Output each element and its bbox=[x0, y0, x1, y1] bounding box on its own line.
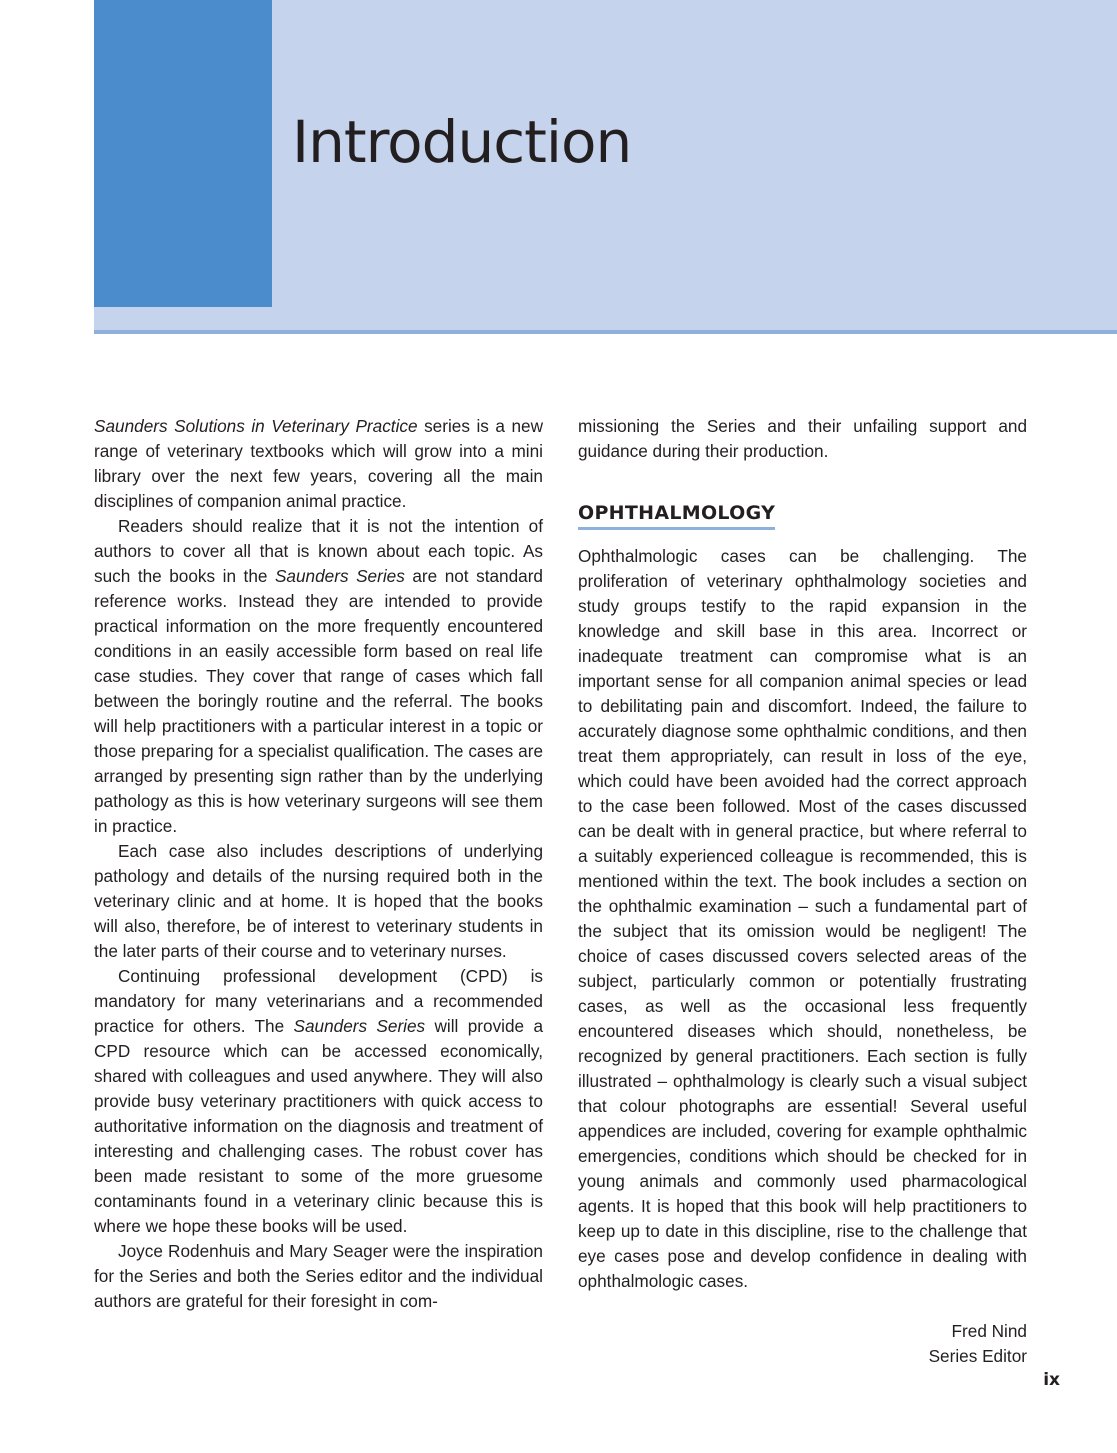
series-name-italic: Saunders Series bbox=[293, 1016, 426, 1036]
intro-paragraph-2 bbox=[94, 514, 543, 839]
series-name-italic: Saunders Series bbox=[274, 566, 405, 586]
paragraph-text: are not standard reference works. Instead they are intended to provide practical information on the more frequently encountered conditions in an easily accessible form based on real life case studies. They cover that range of cases which fall between the boringly routine and the referral. The books will help practitioners with a particular interest in a topic or those preparing for a specialist qualification. The cases are arranged by presenting sign rather than by the underlying pathology as this is how veterinary surgeons will see them in practice. bbox=[94, 566, 543, 836]
intro-paragraph-5: Joyce Rodenhuis and Mary Seager were the inspiration for the Series and both the Series editor and the individual authors are grateful for their foresight in com- bbox=[94, 1241, 543, 1311]
page-number: ix bbox=[1043, 1370, 1060, 1390]
page-title: Introduction bbox=[292, 108, 632, 176]
section-heading: OPHTHALMOLOGY bbox=[578, 501, 775, 530]
intro-paragraph-5-continued: missioning the Series and their unfailing support and guidance during their production. bbox=[578, 416, 1027, 461]
header-divider bbox=[94, 330, 1117, 334]
intro-paragraph-4 bbox=[94, 964, 543, 1239]
series-title-italic: Saunders Solutions in Veterinary Practice bbox=[94, 416, 418, 436]
intro-paragraph-1 bbox=[94, 414, 543, 514]
paragraph-text: will provide a CPD resource which can be accessed economically, shared with colleagues and used anywhere. They will also provide busy veterinary practitioners with quick access to authoritative information on the diagnosis and treatment of interesting and challenging cases. The robust cover has been made resistant to some of the more gruesome contaminants found in a veterinary clinic because this is where we hope these books will be used. bbox=[94, 1016, 544, 1236]
left-column bbox=[94, 414, 543, 1314]
paragraph-text: Readers should realize that it is not the intention of authors to cover all that is known about each topic. As such the books in the bbox=[94, 516, 543, 586]
paragraph-text: Continuing professional development (CPD) is mandatory for many veterinarians and a recommended practice for others. The bbox=[94, 966, 543, 1036]
intro-paragraph-3: Each case also includes descriptions of underlying pathology and details of the nursing required both in the veterinary clinic and at home. It is hoped that the books will also, therefore, be of interest to veterinary students in the later parts of their course and to veterinary nurses. bbox=[94, 841, 543, 961]
signature-name: Fred Nind bbox=[951, 1321, 1027, 1341]
section-body: Ophthalmologic cases can be challenging. The proliferation of veterinary ophthalmology societies and study groups testify to the rapid expansion in the knowledge and skill base in this area. Incorrect or inadequate treatment can compromise what is an important sense for all companion animal species or lead to debilitating pain and discomfort. Indeed, the failure to accurately diagnose some ophthalmic conditions, and then treat them appropriately, can result in loss of the eye, which could have been avoided had the correct approach to the case been followed. Most of the cases discussed can be dealt with in general practice, but where referral to a suitably experienced colleague is recommended, this is mentioned within the text. The book includes a section on the ophthalmic examination – such a fundamental part of the subject that its omission would be negligent! The choice of cases discussed covers selected areas of the subject, particularly common or potentially frustrating cases, as well as the occasional less frequently encountered diseases which should, nonetheless, be recognized by general practitioners. Each section is fully illustrated – ophthalmology is clearly such a visual subject that colour photographs are essential! Several useful appendices are included, covering for example ophthalmic emergencies, conditions which should be checked for in young animals and commonly used pharmacological agents. It is hoped that this book will help practitioners to keep up to date in this discipline, rise to the challenge that eye cases pose and develop confidence in dealing with ophthalmologic cases. bbox=[578, 546, 1027, 1291]
paragraph-text: series is a new range of veterinary textbooks which will grow into a mini library over the next few years, covering all the main disciplines of companion animal practice. bbox=[94, 416, 543, 511]
header-accent-block bbox=[94, 0, 272, 307]
signature-block bbox=[578, 1319, 1027, 1369]
signature-role: Series Editor bbox=[928, 1346, 1027, 1366]
right-column bbox=[578, 414, 1027, 1369]
